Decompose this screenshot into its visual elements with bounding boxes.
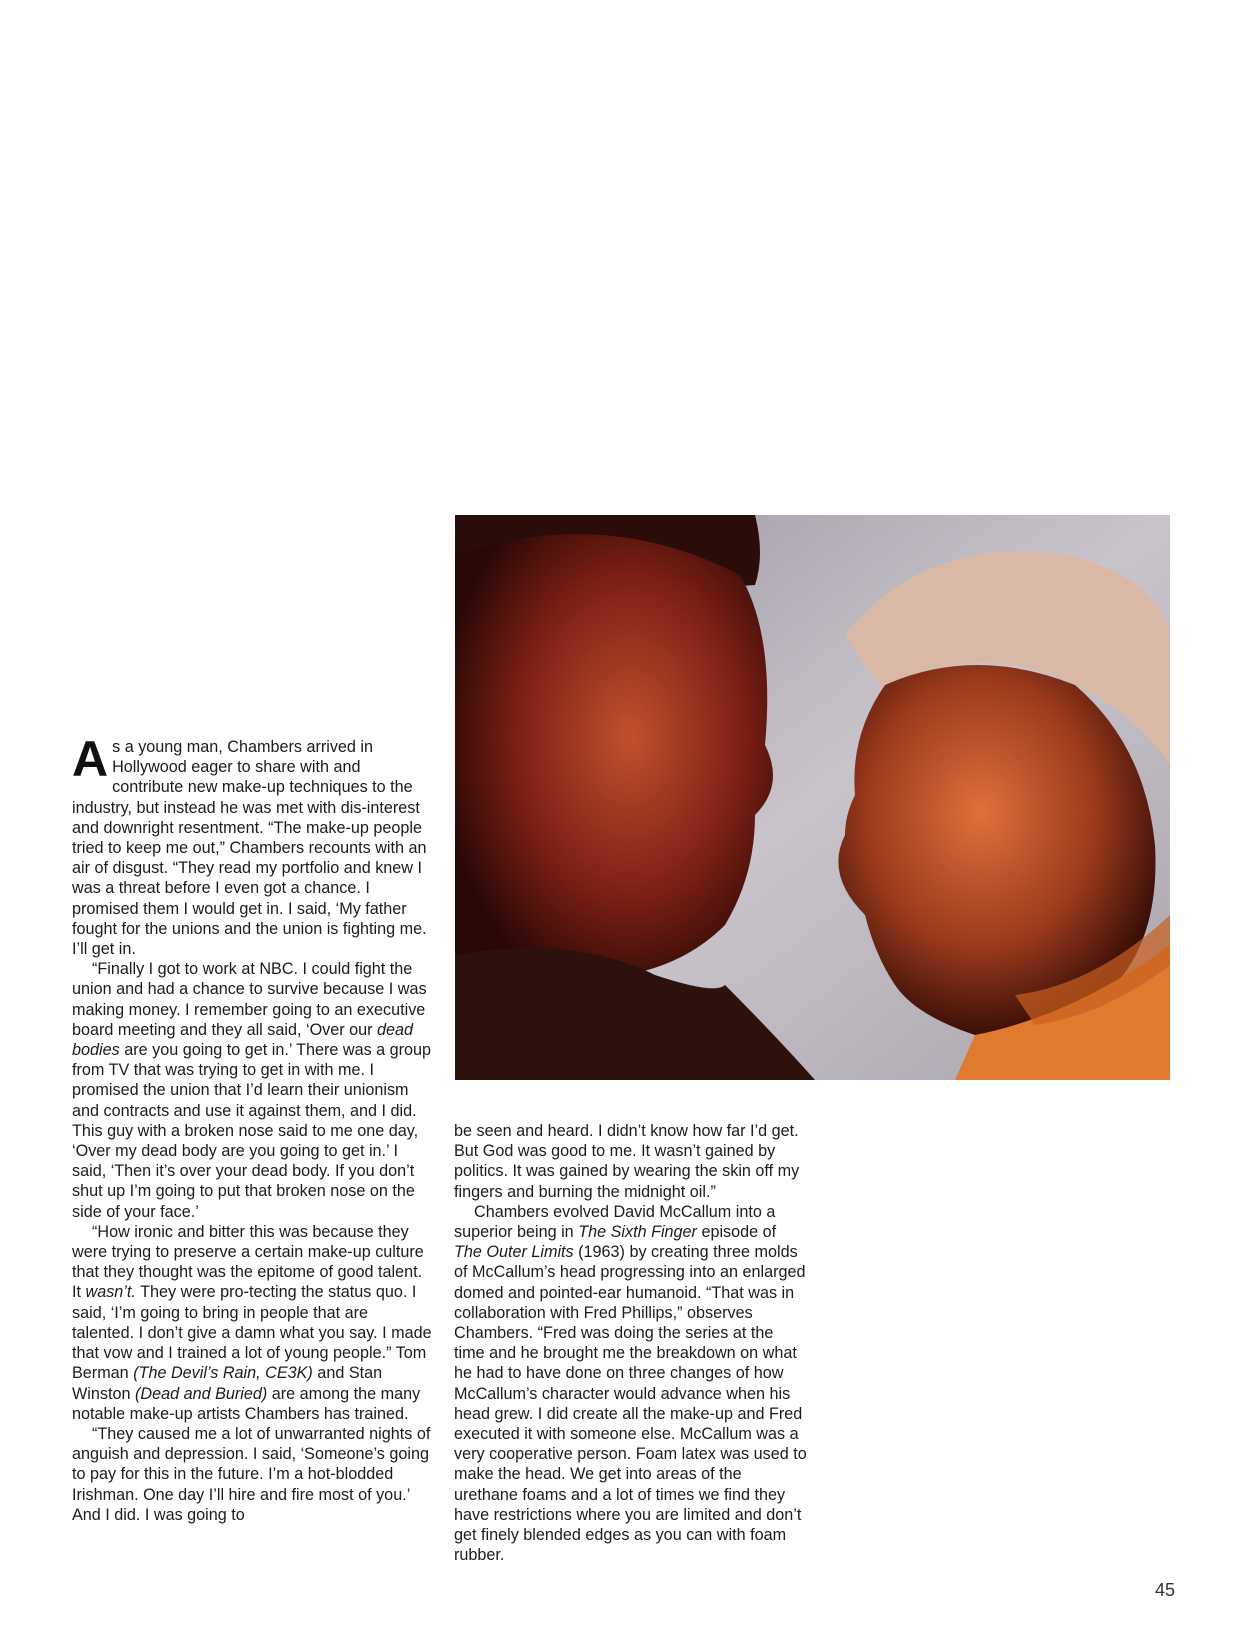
- page-number: 45: [1155, 1580, 1176, 1600]
- paragraph-6-text-a: Chambers evolved David McCallum into a superior being in: [454, 1202, 776, 1242]
- paragraph-1-text: s a young man, Chambers arrived in Hollywood eager to share with and contribute new make-up techniques to the industry, but instead he was met with dis-interest and downright resentment. “The make-up people tried to keep me out,” Chambers recounts with an air of disgust. “They read my portfolio and knew I was a threat before I even got a chance. I promised them I would get in. I said, ‘My father fought for the unions and the union is fighting me. I’ll get in.: [72, 738, 427, 959]
- paragraph-3-italic-2: (The Devil’s Rain, CE3K): [133, 1364, 313, 1383]
- paragraph-6-italic: The Sixth Finger: [578, 1223, 697, 1242]
- article-column-right: [454, 1121, 808, 1565]
- photo-two-men-face-to-face: [455, 515, 1170, 1080]
- paragraph-6-text-b: episode of: [696, 1223, 777, 1242]
- paragraph-2-text-a: “Finally I got to work at NBC. I could fight the union and had a chance to survive because I was making money. I remember going to an executive board meeting and they all said, ‘Over our: [72, 960, 427, 1039]
- paragraph-6-italic-2: The Outer Limits: [454, 1243, 574, 1262]
- paragraph-3: [72, 1222, 432, 1424]
- drop-cap: A: [72, 731, 109, 787]
- paragraph-4-text: “They caused me a lot of unwarranted nights of anguish and depression. I said, ‘Someone’s going to pay for this in the future. I’m a hot-blodded Irishman. One day I’ll hire and fire most of you.’ And I did. I was going to: [72, 1424, 431, 1524]
- paragraph-3-text-d: are among the many notable make-up artists Chambers has trained.: [72, 1384, 421, 1423]
- paragraph-3-text-b: They were pro-tecting the status quo. I said, ‘I’m going to bring in people that are talented. I don’t give a damn what you say. I made that vow and I trained a lot of young people.” Tom Berman: [72, 1283, 432, 1383]
- paragraph-3-italic: wasn’t.: [85, 1283, 136, 1302]
- paragraph-2-italic: dead bodies: [72, 1020, 414, 1060]
- paragraph-3-text-c: and Stan Winston: [72, 1364, 383, 1403]
- paragraph-6-text-c: (1963) by creating three molds of McCallum’s head progressing into an enlarged domed and pointed-ear humanoid. “That was in collaboration with Fred Phillips,” observes Chambers. “Fred was doing the series at the time and he brought me the breakdown on what he had to have done on three changes of how McCallum’s character would advance when his head grew. I did create all the make-up and Fred executed it with someone else. McCallum was a very cooperative person. Foam latex was used to make the head. We get into areas of the urethane foams and a lot of times we find they have restrictions where you are limited and don’t get finely blended edges as you can with foam rubber.: [454, 1243, 807, 1565]
- paragraph-6: [454, 1202, 808, 1566]
- paragraph-1: [72, 731, 432, 959]
- photo-image: [455, 515, 1170, 1080]
- paragraph-2-text-b: are you going to get in.’ There was a group from TV that was trying to get in with me. I promised the union that I’d learn their unionism and contracts and use it against them, and I did. This guy with a broken nose said to me one day, ‘Over my dead body are you going to get in.’ I said, ‘Then it’s over your dead body. If you don’t shut up I’m going to put that broken nose on the side of your face.’: [72, 1041, 432, 1221]
- paragraph-3-italic-3: (Dead and Buried): [134, 1384, 268, 1403]
- paragraph-2: [72, 959, 432, 1222]
- article-column-left: [72, 731, 432, 1525]
- paragraph-3-text-a: “How ironic and bitter this was because they were trying to preserve a certain make-up culture that they thought was the epitome of good talent. It: [72, 1222, 424, 1302]
- paragraph-5: [454, 1121, 808, 1202]
- paragraph-5-text: be seen and heard. I didn’t know how far I’d get. But God was good to me. It wasn’t gained by politics. It was gained by wearing the skin off my fingers and burning the midnight oil.”: [454, 1122, 800, 1201]
- paragraph-4: [72, 1424, 432, 1525]
